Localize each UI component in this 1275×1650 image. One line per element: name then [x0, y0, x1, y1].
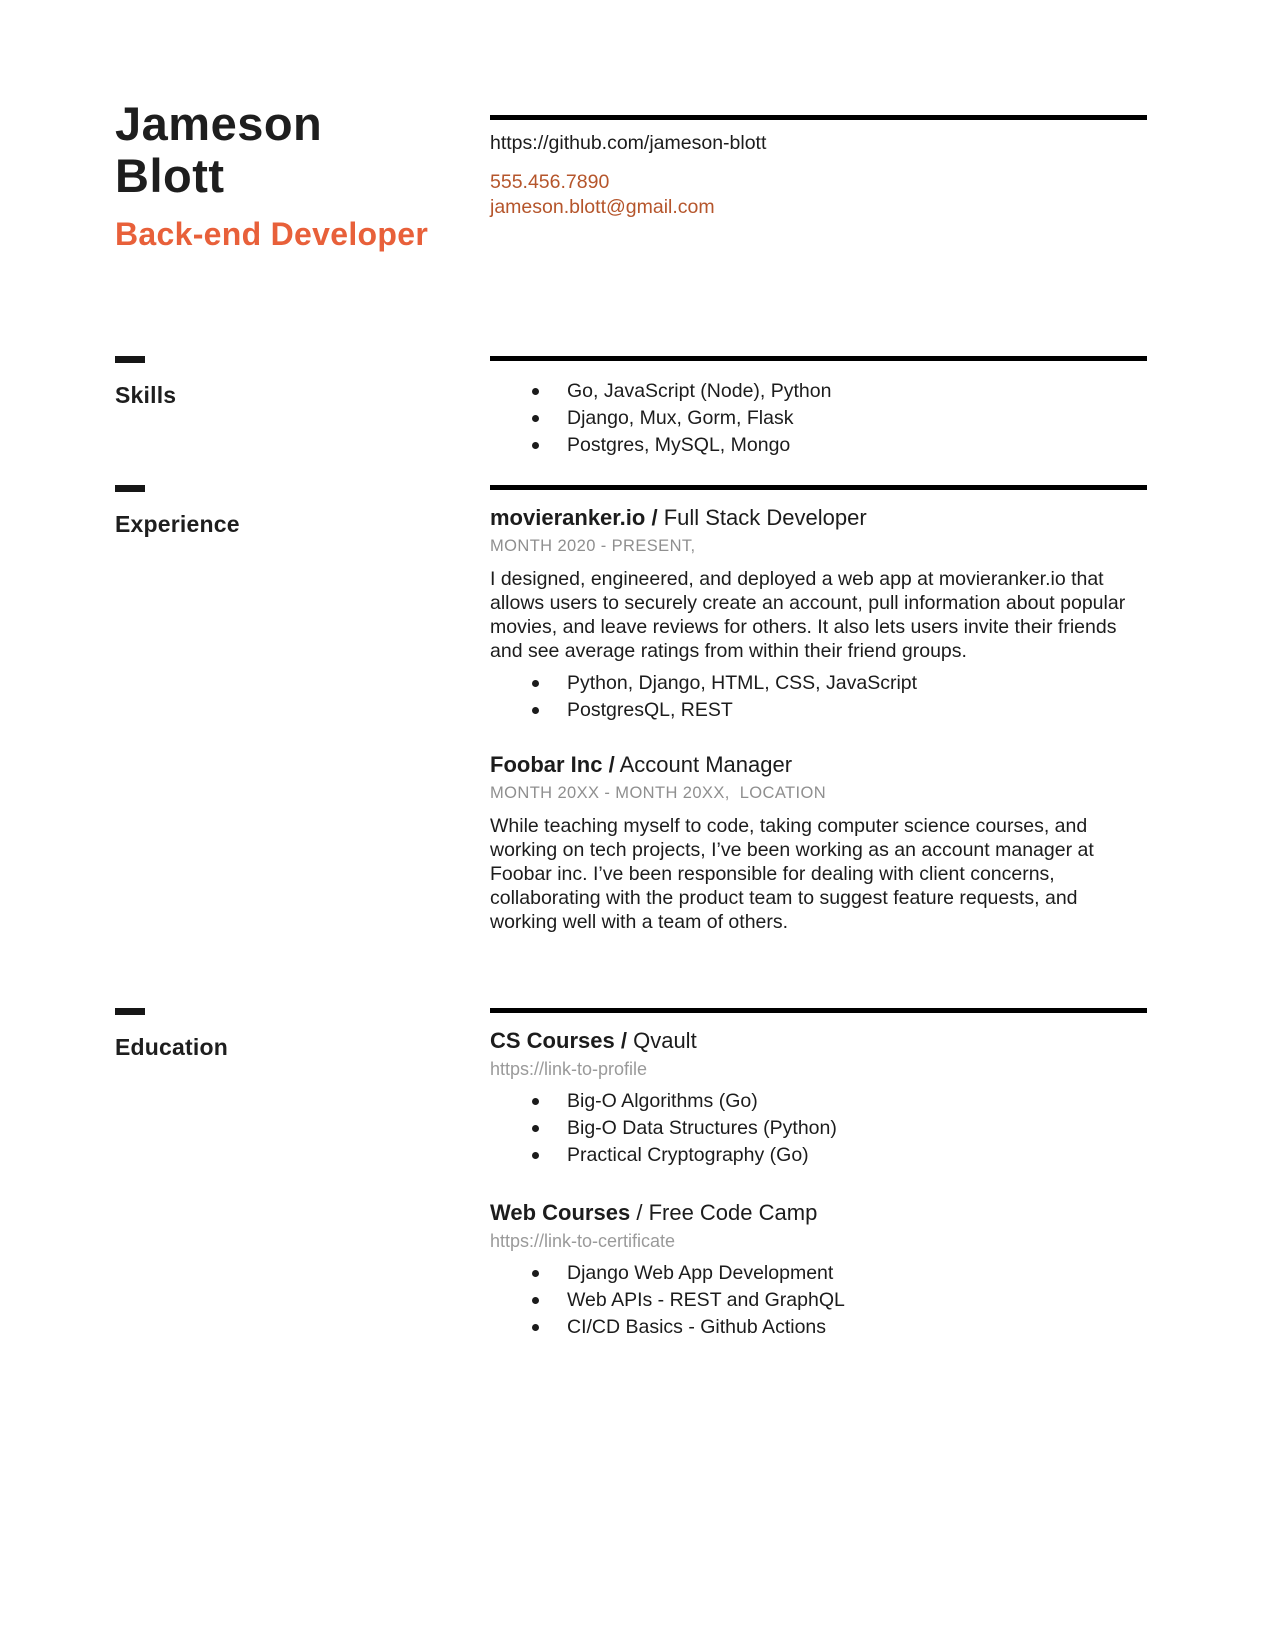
experience-entry-movieranker: [490, 504, 1147, 724]
skills-heading: Skills: [115, 382, 177, 408]
bullet-dot: [532, 1098, 539, 1105]
job-description: I designed, engineered, and deployed a web app at movieranker.io that allows users to securely create an account, pull information about popular movies, and leave reviews for others. It also lets users invite their friends and see average ratings from within their friend groups.: [490, 568, 1126, 662]
course-item: Big-O Data Structures (Python): [567, 1117, 837, 1139]
list-item: [490, 1115, 1147, 1142]
job-bullet: PostgresQL, REST: [567, 699, 733, 721]
title-divider: /: [608, 752, 615, 777]
section-experience: [115, 485, 1147, 934]
education-heading-column: [115, 1008, 490, 1061]
person-name-line2: Blott: [115, 149, 225, 202]
list-item: [490, 378, 1147, 405]
job-description: While teaching myself to code, taking computer science courses, and working on tech projects, I’ve been working as an account manager at Foobar inc. I’ve been responsible for dealing with client concerns, collaborating with the product team to suggest feature requests, and working well with a team of others.: [490, 815, 1094, 933]
company-name: movieranker.io: [490, 505, 646, 530]
bullet-dot: [532, 680, 539, 687]
job-bullet-list: [490, 670, 1147, 724]
job-dates: MONTH 20XX - MONTH 20XX, LOCATION: [490, 784, 827, 802]
job-title-line: [490, 751, 1147, 778]
school-org: Free Code Camp: [648, 1200, 818, 1225]
profile-link[interactable]: https://link-to-profile: [490, 1059, 648, 1079]
course-item: Practical Cryptography (Go): [567, 1144, 809, 1166]
job-dates: MONTH 2020 - PRESENT,: [490, 537, 696, 555]
bullet-dot: [532, 1270, 539, 1277]
education-content: [490, 1008, 1147, 1341]
section-dash: [115, 485, 145, 492]
list-item: [490, 670, 1147, 697]
course-list: [490, 1088, 1147, 1169]
list-item: [490, 432, 1147, 459]
list-item: [490, 405, 1147, 432]
section-skills: [115, 356, 1147, 459]
school-name: Web Courses: [490, 1200, 631, 1225]
skill-item: Go, JavaScript (Node), Python: [567, 380, 832, 402]
course-item: CI/CD Basics - Github Actions: [567, 1316, 827, 1338]
school-title-line: [490, 1199, 1147, 1226]
education-entry-qvault: [490, 1027, 1147, 1169]
education-heading: Education: [115, 1034, 228, 1060]
header-right: [490, 98, 1147, 220]
person-name: [115, 98, 490, 202]
person-job-title: Back-end Developer: [115, 216, 429, 252]
job-title-line: [490, 504, 1147, 531]
contact-block: [490, 115, 1147, 220]
skills-list: [490, 378, 1147, 459]
list-item: [490, 1142, 1147, 1169]
bullet-dot: [532, 1297, 539, 1304]
company-name: Foobar Inc: [490, 752, 603, 777]
header-left: [115, 98, 490, 252]
section-dash: [115, 1008, 145, 1015]
title-divider: /: [620, 1028, 627, 1053]
bullet-dot: [532, 1125, 539, 1132]
list-item: [490, 697, 1147, 724]
certificate-link[interactable]: https://link-to-certificate: [490, 1231, 676, 1251]
person-name-line1: Jameson: [115, 97, 323, 150]
school-name: CS Courses: [490, 1028, 615, 1053]
course-item: Django Web App Development: [567, 1262, 834, 1284]
list-item: [490, 1088, 1147, 1115]
list-item: [490, 1260, 1147, 1287]
title-divider: /: [636, 1200, 643, 1225]
course-list: [490, 1260, 1147, 1341]
experience-heading-column: [115, 485, 490, 538]
bullet-dot: [532, 415, 539, 422]
bullet-dot: [532, 1152, 539, 1159]
phone-link[interactable]: 555.456.7890: [490, 171, 610, 193]
experience-content: [490, 485, 1147, 934]
skill-item: Django, Mux, Gorm, Flask: [567, 407, 794, 429]
education-entry-freecodecamp: [490, 1199, 1147, 1341]
experience-entry-foobar: [490, 751, 1147, 934]
email-link[interactable]: jameson.blott@gmail.com: [490, 196, 715, 218]
job-role: Full Stack Developer: [663, 505, 867, 530]
bullet-dot: [532, 1324, 539, 1331]
course-item: Web APIs - REST and GraphQL: [567, 1289, 845, 1311]
section-education: [115, 1008, 1147, 1341]
list-item: [490, 1314, 1147, 1341]
title-divider: /: [651, 505, 658, 530]
github-link[interactable]: https://github.com/jameson-blott: [490, 132, 767, 154]
list-item: [490, 1287, 1147, 1314]
job-role: Account Manager: [619, 752, 793, 777]
school-title-line: [490, 1027, 1147, 1054]
section-dash: [115, 356, 145, 363]
bullet-dot: [532, 388, 539, 395]
course-item: Big-O Algorithms (Go): [567, 1090, 758, 1112]
skills-heading-column: [115, 356, 490, 409]
job-bullet: Python, Django, HTML, CSS, JavaScript: [567, 672, 918, 694]
experience-heading: Experience: [115, 511, 240, 537]
header: [115, 98, 1147, 252]
school-org: Qvault: [633, 1028, 697, 1053]
skills-content: [490, 356, 1147, 459]
bullet-dot: [532, 442, 539, 449]
bullet-dot: [532, 707, 539, 714]
skill-item: Postgres, MySQL, Mongo: [567, 434, 791, 456]
